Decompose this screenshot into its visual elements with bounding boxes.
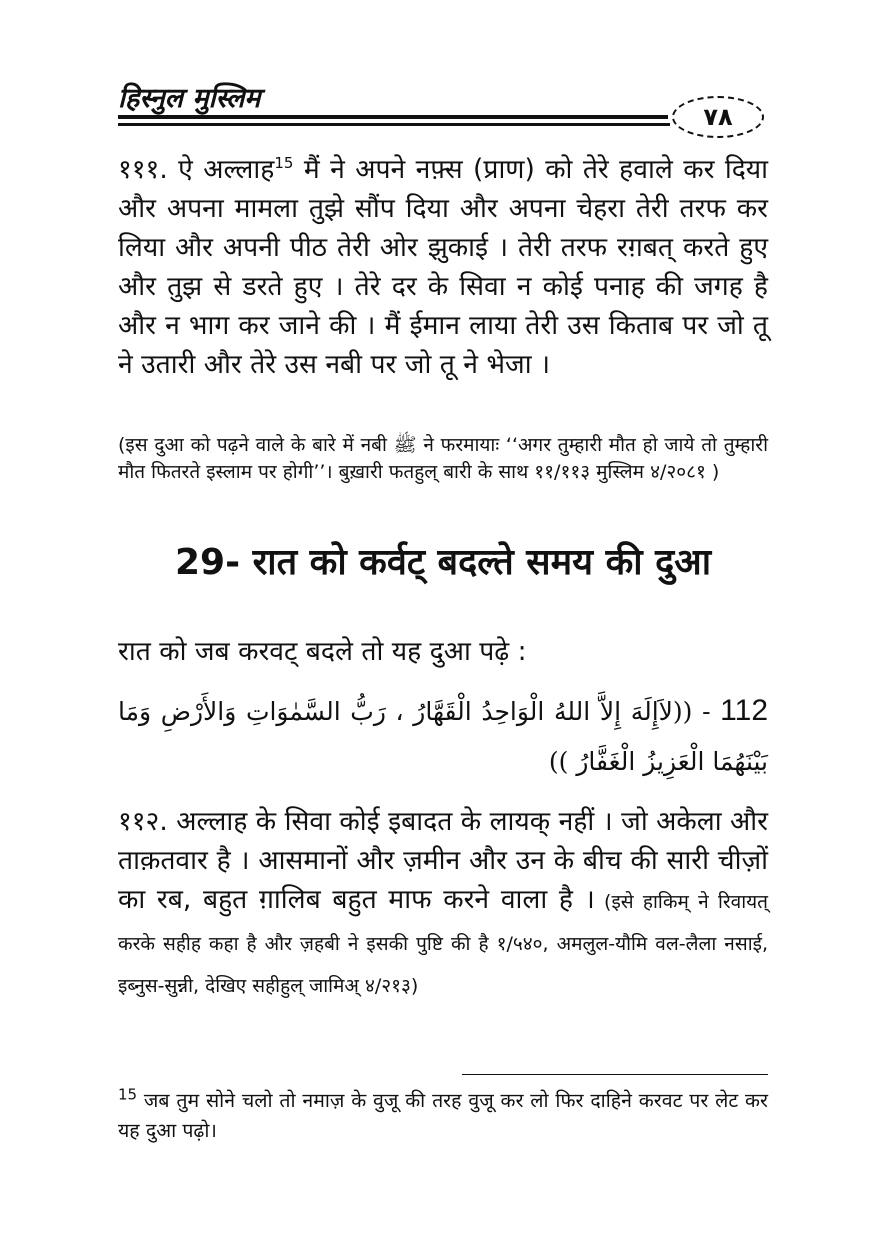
dua-111-start: १११. ऐ अल्लाह	[118, 154, 275, 185]
dua-111-text	[118, 150, 768, 384]
page-number: ٧٨	[703, 103, 733, 131]
dua-111-note: (इस दुआ को पढ़ने वाले के बारे में नबी ﷺ ने फरमायाः ‘‘अगर तुम्हारी मौत हो जाये तो तुम्हारी मौत फितरते इस्लाम पर होगी’’। बुख़ारी फतहुल् बारी के साथ ११/११३ मुस्लिम ४/२०८१ )	[118, 434, 768, 483]
footnote-marker: 15	[118, 1085, 138, 1104]
footnote-ref-15[interactable]: 15	[274, 154, 294, 173]
footnote-separator	[462, 1074, 768, 1075]
page-number-badge	[672, 96, 764, 138]
dua-112-arabic: ((لاَإِلَهَ إِلاَّ اللهُ الْوَاحِدُ الْقَهَّارُ ، رَبُّ السَّمٰوَاتِ وَالأَرْضِ وَمَا بَيْنَهُمَا الْعَزِيزُ الْغَفَّارُ ))	[118, 697, 768, 776]
header-rule-thick	[118, 115, 668, 119]
footnote-text: जब तुम सोने चलो तो नमाज़ के वुजू की तरह वुजू कर लो फिर दाहिने करवट पर लेट कर यह दुआ पढ़ो।	[118, 1089, 768, 1142]
dua-112-note: (इसे हाकिम् ने रिवायत् करके सहीह कहा है और ज़हबी ने इसकी पुष्टि की है १/५४०, अमलुल-यौमि वल-लैला नसाई, इब्नुस-सुन्नी, देखिए सहीहुल् जामिअ् ४/२१३)	[118, 891, 768, 997]
chapter-heading: 29- रात को कर्वट् बदल्ते समय की दुआ	[175, 542, 711, 583]
dua-112-translation-block	[118, 802, 768, 1006]
dua-112-intro: रात को जब करवट् बदले तो यह दुआ पढ़े :	[118, 636, 527, 667]
dua-112-number: 112	[720, 694, 768, 727]
header-rule-thin	[118, 123, 670, 126]
footnote	[118, 1086, 768, 1146]
dua-112-arabic-block	[118, 686, 768, 787]
book-title: हिस्नुल मुस्लिम	[118, 83, 261, 114]
dua-112-translation: ११२. अल्लाह के सिवा कोई इबादत के लायक् नहीं । जो अकेला और ताक़तवार है । आसमानों और ज़मीन और उन के बीच की सारी चीज़ों का रब, बहुत ग़ालिब बहुत माफ करने वाला है ।	[118, 806, 768, 915]
dua-111-rest: मैं ने अपने नफ़्स (प्राण) को तेरे हवाले कर दिया और अपना मामला तुझे सौंप दिया और अपना चेहरा तेरी तरफ कर लिया और अपनी पीठ तेरी ओर झुकाई । तेरी तरफ रग़बत् करते हुए और तुझ से डरते हुए । तेरे दर के सिवा न कोई पनाह की जगह है और न भाग कर जाने की । मैं ईमान लाया तेरी उस किताब पर जो तू ने उतारी और तेरे उस नबी पर जो तू ने भेजा ।	[118, 154, 768, 380]
dua-112-dash: -	[692, 697, 721, 726]
